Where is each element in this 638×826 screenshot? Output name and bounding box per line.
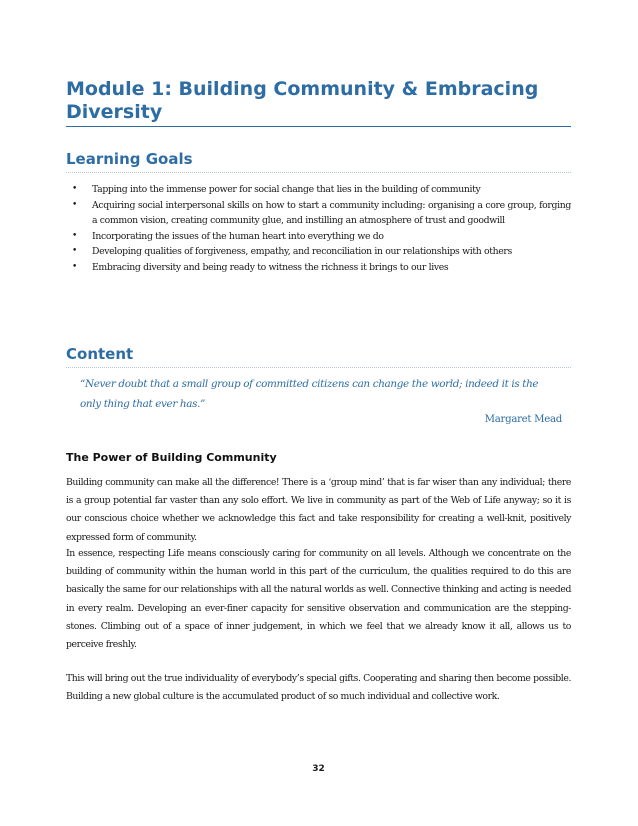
goal-text: Embracing diversity and being ready to witness the richness it brings to our lives [92, 261, 449, 273]
goal-text: Incorporating the issues of the human heart into everything we do [92, 230, 384, 242]
quote-text: “Never doubt that a small group of committed citizens can change the world; indeed it is the only thing that ever has.” [80, 378, 539, 410]
list-item [66, 260, 571, 276]
bullet-icon: • [72, 261, 77, 272]
body-paragraph: This will bring out the true individuality of everybody’s special gifts. Cooperating and sharing then become possible. Building a new global culture is the accumulated product of so much individual and collective work. [66, 673, 571, 703]
goal-text: Tapping into the immense power for social change that lies in the building of community [92, 184, 481, 195]
module-title: Module 1: Building Community & Embracing Diversity [66, 78, 571, 127]
page-number: 32 [312, 764, 325, 774]
learning-goals-heading: Learning Goals [66, 150, 571, 173]
bullet-icon: • [72, 184, 77, 194]
bullet-icon: • [72, 230, 77, 241]
list-item [66, 229, 571, 245]
bullet-icon: • [72, 199, 77, 210]
bullet-icon: • [72, 246, 77, 256]
goal-text: Developing qualities of forgiveness, empathy, and reconciliation in our relationships with others [92, 246, 512, 257]
content-heading: Content [66, 345, 571, 368]
subsection-heading: The Power of Building Community [66, 451, 277, 464]
list-item [66, 198, 571, 229]
learning-goals-list [66, 182, 571, 275]
body-paragraph: In essence, respecting Life means consciously caring for community on all levels. Although we concentrate on the building of community within the human world in this part of the curriculum, the qualities required to do this are basically the same for our relationships with all the natural worlds as well. Connective thinking and acting is needed in every realm. Developing an ever-finer capacity for sensitive observation and communication are the stepping-stones. Climbing out of a space of inner judgement, in which we feel that we already know it all, allows us to perceive freshly. [66, 548, 571, 651]
goal-text: Acquiring social interpersonal skills on how to start a community including: organising a core group, forging a common vision, creating community glue, and instilling an atmosphere of trust and goodwill [92, 199, 571, 226]
list-item [66, 182, 571, 198]
list-item [66, 244, 571, 260]
body-paragraph: Building community can make all the difference! There is a ‘group mind’ that is far wiser than any individual; there is a group potential far vaster than any solo effort. We live in community as part of the Web of Life anyway; so it is our conscious choice whether we acknowledge this fact and take responsibility for creating a well-knit, positively expressed form of community. [66, 477, 571, 543]
quote-author: Margaret Mead [484, 414, 562, 425]
